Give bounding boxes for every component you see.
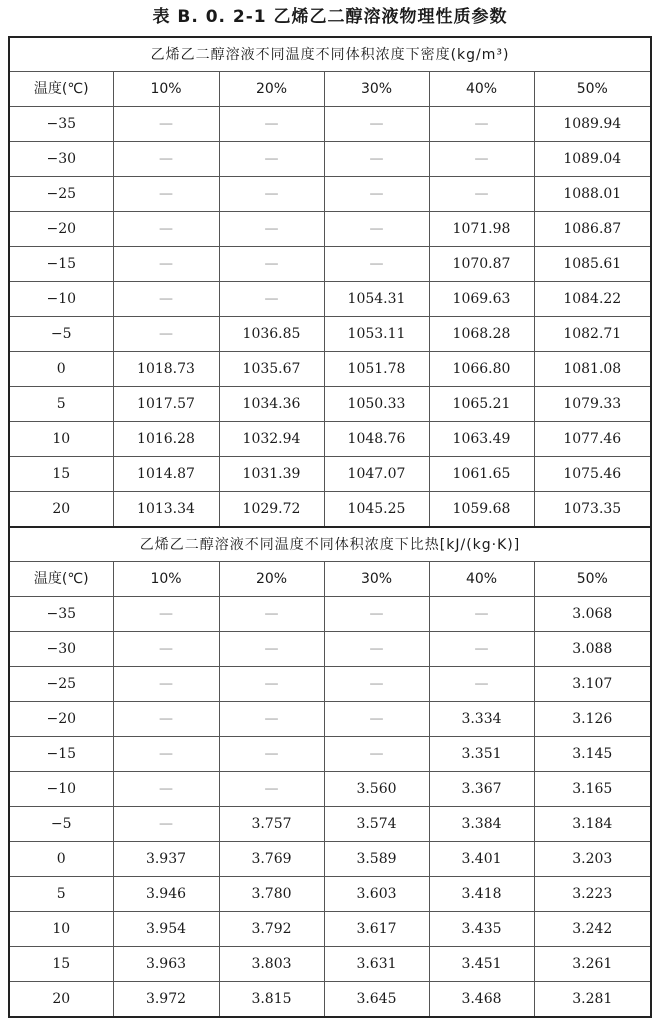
value-cell: — bbox=[113, 737, 219, 772]
value-cell: 3.367 bbox=[429, 772, 534, 807]
value-cell: 3.384 bbox=[429, 807, 534, 842]
value-cell: — bbox=[113, 702, 219, 737]
value-cell: 3.451 bbox=[429, 947, 534, 982]
properties-table-body bbox=[9, 37, 651, 1017]
temperature-cell: 0 bbox=[9, 352, 113, 387]
value-cell: — bbox=[429, 632, 534, 667]
temperature-cell: −15 bbox=[9, 247, 113, 282]
temperature-cell: −15 bbox=[9, 737, 113, 772]
value-cell: — bbox=[219, 212, 324, 247]
properties-table bbox=[8, 36, 652, 1018]
value-cell: 1014.87 bbox=[113, 457, 219, 492]
temperature-cell: 20 bbox=[9, 982, 113, 1018]
value-cell: — bbox=[113, 772, 219, 807]
value-cell: 3.574 bbox=[324, 807, 429, 842]
value-cell: — bbox=[324, 212, 429, 247]
value-cell: 3.815 bbox=[219, 982, 324, 1018]
value-cell: — bbox=[219, 772, 324, 807]
value-cell: 1036.85 bbox=[219, 317, 324, 352]
value-cell: — bbox=[219, 632, 324, 667]
value-cell: — bbox=[219, 107, 324, 142]
value-cell: 1081.08 bbox=[534, 352, 651, 387]
temperature-cell: 15 bbox=[9, 947, 113, 982]
value-cell: 1082.71 bbox=[534, 317, 651, 352]
value-cell: 1045.25 bbox=[324, 492, 429, 528]
column-header: 50% bbox=[534, 72, 651, 107]
value-cell: 1059.68 bbox=[429, 492, 534, 528]
value-cell: 1054.31 bbox=[324, 282, 429, 317]
value-cell: 1017.57 bbox=[113, 387, 219, 422]
temperature-cell: 10 bbox=[9, 912, 113, 947]
value-cell: 3.088 bbox=[534, 632, 651, 667]
temperature-cell: −35 bbox=[9, 107, 113, 142]
temperature-cell: −5 bbox=[9, 317, 113, 352]
table-row bbox=[9, 422, 651, 457]
value-cell: — bbox=[113, 177, 219, 212]
value-cell: — bbox=[219, 282, 324, 317]
value-cell: 1018.73 bbox=[113, 352, 219, 387]
table-row bbox=[9, 912, 651, 947]
table-row bbox=[9, 737, 651, 772]
table-row bbox=[9, 317, 651, 352]
value-cell: 3.757 bbox=[219, 807, 324, 842]
value-cell: — bbox=[219, 702, 324, 737]
value-cell: — bbox=[324, 142, 429, 177]
value-cell: 1073.35 bbox=[534, 492, 651, 528]
temperature-cell: 5 bbox=[9, 877, 113, 912]
temperature-cell: −30 bbox=[9, 142, 113, 177]
value-cell: 1089.94 bbox=[534, 107, 651, 142]
value-cell: 3.223 bbox=[534, 877, 651, 912]
value-cell: 1048.76 bbox=[324, 422, 429, 457]
value-cell: 1089.04 bbox=[534, 142, 651, 177]
temperature-cell: 15 bbox=[9, 457, 113, 492]
value-cell: 3.589 bbox=[324, 842, 429, 877]
table-row bbox=[9, 352, 651, 387]
table-row bbox=[9, 107, 651, 142]
value-cell: 1032.94 bbox=[219, 422, 324, 457]
density-section-caption: 乙烯乙二醇溶液不同温度不同体积浓度下密度(kg/m³) bbox=[9, 37, 651, 72]
temperature-cell: −30 bbox=[9, 632, 113, 667]
value-cell: — bbox=[219, 142, 324, 177]
table-row bbox=[9, 387, 651, 422]
table-row bbox=[9, 457, 651, 492]
temperature-cell: 0 bbox=[9, 842, 113, 877]
value-cell: — bbox=[429, 597, 534, 632]
value-cell: — bbox=[113, 247, 219, 282]
value-cell: 1063.49 bbox=[429, 422, 534, 457]
value-cell: 3.126 bbox=[534, 702, 651, 737]
value-cell: 3.351 bbox=[429, 737, 534, 772]
value-cell: 1084.22 bbox=[534, 282, 651, 317]
value-cell: 3.780 bbox=[219, 877, 324, 912]
value-cell: — bbox=[324, 632, 429, 667]
value-cell: 1068.28 bbox=[429, 317, 534, 352]
value-cell: 1086.87 bbox=[534, 212, 651, 247]
temperature-cell: 10 bbox=[9, 422, 113, 457]
table-row bbox=[9, 947, 651, 982]
value-cell: — bbox=[324, 107, 429, 142]
value-cell: 3.631 bbox=[324, 947, 429, 982]
value-cell: 1077.46 bbox=[534, 422, 651, 457]
density-header-row bbox=[9, 72, 651, 107]
value-cell: — bbox=[113, 282, 219, 317]
column-header: 40% bbox=[429, 72, 534, 107]
value-cell: 3.468 bbox=[429, 982, 534, 1018]
value-cell: 1065.21 bbox=[429, 387, 534, 422]
value-cell: 1088.01 bbox=[534, 177, 651, 212]
column-header: 30% bbox=[324, 72, 429, 107]
value-cell: 1061.65 bbox=[429, 457, 534, 492]
column-header: 40% bbox=[429, 562, 534, 597]
table-row bbox=[9, 842, 651, 877]
table-row bbox=[9, 597, 651, 632]
value-cell: 3.145 bbox=[534, 737, 651, 772]
value-cell: — bbox=[219, 177, 324, 212]
value-cell: 3.184 bbox=[534, 807, 651, 842]
value-cell: 1070.87 bbox=[429, 247, 534, 282]
value-cell: 3.107 bbox=[534, 667, 651, 702]
value-cell: 3.165 bbox=[534, 772, 651, 807]
table-row bbox=[9, 772, 651, 807]
table-row bbox=[9, 177, 651, 212]
column-header: 10% bbox=[113, 562, 219, 597]
column-header: 温度(℃) bbox=[9, 72, 113, 107]
value-cell: 3.242 bbox=[534, 912, 651, 947]
value-cell: — bbox=[324, 177, 429, 212]
temperature-cell: −35 bbox=[9, 597, 113, 632]
table-row bbox=[9, 807, 651, 842]
value-cell: 1050.33 bbox=[324, 387, 429, 422]
table-row bbox=[9, 632, 651, 667]
table-row bbox=[9, 702, 651, 737]
value-cell: 3.418 bbox=[429, 877, 534, 912]
specific-heat-section-caption: 乙烯乙二醇溶液不同温度不同体积浓度下比热[kJ/(kg·K)] bbox=[9, 527, 651, 562]
value-cell: 1051.78 bbox=[324, 352, 429, 387]
value-cell: 3.401 bbox=[429, 842, 534, 877]
table-title: 表 B. 0. 2-1 乙烯乙二醇溶液物理性质参数 bbox=[152, 7, 508, 27]
table-row bbox=[9, 667, 651, 702]
specific-heat-header-row bbox=[9, 562, 651, 597]
value-cell: — bbox=[324, 247, 429, 282]
table-row bbox=[9, 212, 651, 247]
column-header: 20% bbox=[219, 562, 324, 597]
temperature-cell: −25 bbox=[9, 667, 113, 702]
table-row bbox=[9, 982, 651, 1018]
column-header: 30% bbox=[324, 562, 429, 597]
specific-heat-caption-row bbox=[9, 527, 651, 562]
value-cell: — bbox=[219, 737, 324, 772]
value-cell: — bbox=[219, 247, 324, 282]
table-row bbox=[9, 877, 651, 912]
value-cell: — bbox=[113, 597, 219, 632]
density-caption-row bbox=[9, 37, 651, 72]
table-row bbox=[9, 282, 651, 317]
value-cell: 3.068 bbox=[534, 597, 651, 632]
temperature-cell: −25 bbox=[9, 177, 113, 212]
value-cell: 3.435 bbox=[429, 912, 534, 947]
value-cell: 3.203 bbox=[534, 842, 651, 877]
value-cell: — bbox=[113, 807, 219, 842]
column-header: 20% bbox=[219, 72, 324, 107]
value-cell: 1013.34 bbox=[113, 492, 219, 528]
value-cell: 3.803 bbox=[219, 947, 324, 982]
value-cell: 1031.39 bbox=[219, 457, 324, 492]
value-cell: 1071.98 bbox=[429, 212, 534, 247]
value-cell: — bbox=[429, 667, 534, 702]
value-cell: 3.972 bbox=[113, 982, 219, 1018]
value-cell: — bbox=[324, 667, 429, 702]
value-cell: 3.645 bbox=[324, 982, 429, 1018]
temperature-cell: −20 bbox=[9, 212, 113, 247]
value-cell: 3.792 bbox=[219, 912, 324, 947]
value-cell: — bbox=[219, 597, 324, 632]
value-cell: 1085.61 bbox=[534, 247, 651, 282]
value-cell: 3.281 bbox=[534, 982, 651, 1018]
value-cell: — bbox=[113, 632, 219, 667]
value-cell: 3.954 bbox=[113, 912, 219, 947]
column-header: 50% bbox=[534, 562, 651, 597]
value-cell: 3.334 bbox=[429, 702, 534, 737]
value-cell: 1029.72 bbox=[219, 492, 324, 528]
value-cell: 3.261 bbox=[534, 947, 651, 982]
temperature-cell: −10 bbox=[9, 282, 113, 317]
temperature-cell: −5 bbox=[9, 807, 113, 842]
value-cell: — bbox=[113, 142, 219, 177]
value-cell: — bbox=[113, 212, 219, 247]
table-row bbox=[9, 492, 651, 528]
value-cell: — bbox=[324, 702, 429, 737]
value-cell: 1079.33 bbox=[534, 387, 651, 422]
value-cell: 3.946 bbox=[113, 877, 219, 912]
value-cell: 1069.63 bbox=[429, 282, 534, 317]
value-cell: — bbox=[324, 597, 429, 632]
value-cell: 3.769 bbox=[219, 842, 324, 877]
value-cell: — bbox=[429, 177, 534, 212]
temperature-cell: 20 bbox=[9, 492, 113, 528]
value-cell: — bbox=[113, 107, 219, 142]
value-cell: 1066.80 bbox=[429, 352, 534, 387]
value-cell: 1075.46 bbox=[534, 457, 651, 492]
table-row bbox=[9, 142, 651, 177]
column-header: 10% bbox=[113, 72, 219, 107]
value-cell: 1035.67 bbox=[219, 352, 324, 387]
temperature-cell: −20 bbox=[9, 702, 113, 737]
value-cell: — bbox=[429, 107, 534, 142]
value-cell: 1053.11 bbox=[324, 317, 429, 352]
value-cell: — bbox=[219, 667, 324, 702]
value-cell: 1047.07 bbox=[324, 457, 429, 492]
value-cell: 3.603 bbox=[324, 877, 429, 912]
temperature-cell: −10 bbox=[9, 772, 113, 807]
value-cell: 3.963 bbox=[113, 947, 219, 982]
table-row bbox=[9, 247, 651, 282]
value-cell: — bbox=[113, 667, 219, 702]
value-cell: 3.560 bbox=[324, 772, 429, 807]
value-cell: — bbox=[324, 737, 429, 772]
value-cell: 3.937 bbox=[113, 842, 219, 877]
value-cell: 3.617 bbox=[324, 912, 429, 947]
value-cell: 1034.36 bbox=[219, 387, 324, 422]
value-cell: — bbox=[113, 317, 219, 352]
temperature-cell: 5 bbox=[9, 387, 113, 422]
value-cell: — bbox=[429, 142, 534, 177]
column-header: 温度(℃) bbox=[9, 562, 113, 597]
value-cell: 1016.28 bbox=[113, 422, 219, 457]
